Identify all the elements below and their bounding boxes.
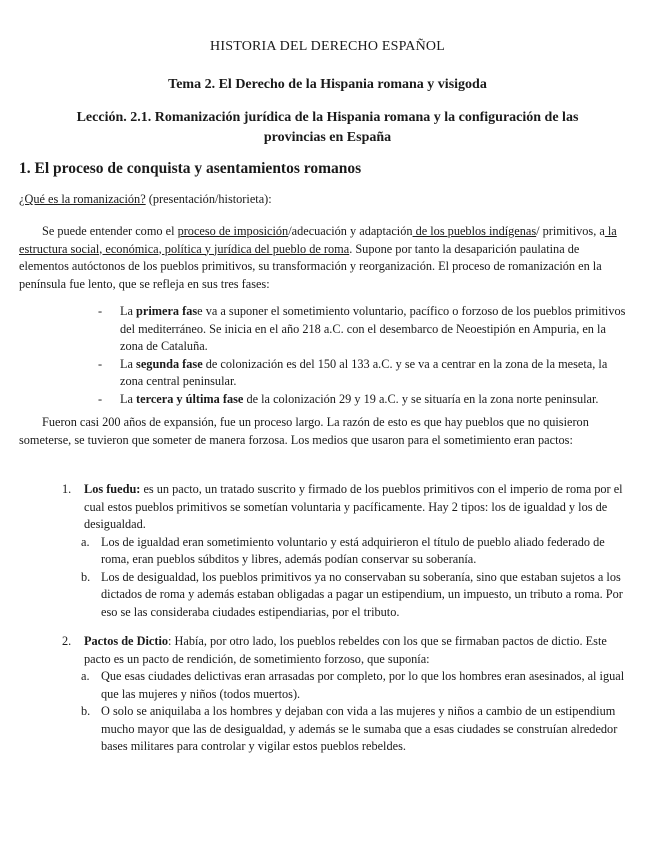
paragraph-romanizacion xyxy=(19,223,631,293)
paragraph-expansion: Fueron casi 200 años de expansión, fue un proceso largo. La razón de esto es que hay pueblos que no quisieron someterse, se tuvieron que someter de manera forzosa. Los medios que usaron para el sometimiento eran pactos: xyxy=(19,415,589,447)
fases-list xyxy=(98,303,628,408)
para1-text-1: Se puede entender como el xyxy=(42,224,178,238)
para1-underline-1: proceso de imposición xyxy=(177,224,289,238)
list-number: 2. xyxy=(62,634,72,648)
list-item: - La segunda fase de colonización es del 150 al 133 a.C. y se va a centrar en la zona de la meseta, la zona central peninsular. xyxy=(98,356,628,391)
list-item: - La tercera y última fase de la colonización 29 y 19 a.C. y se situaría en la zona norte peninsular. xyxy=(98,391,628,409)
section-heading: 1. El proceso de conquista y asentamientos romanos xyxy=(19,160,362,177)
leccion-title: Lección. 2.1. Romanización jurídica de la Hispania romana y la configuración de las provincias en España xyxy=(76,110,579,145)
pacto-title: Los fuedu: xyxy=(84,482,141,496)
pacto-text: : Había, por otro lado, los pueblos rebeldes con los que se firmaban pactos de dictio. Este pacto es un pacto de rendición, de sometimiento forzoso, que suponía: xyxy=(84,634,607,666)
pacto-dictio xyxy=(62,633,632,756)
pacto-text: es un pacto, un tratado suscrito y firmado de los pueblos primitivos con el imperio de roma por el cual estos pueblos primitivos se sometían voluntaria y pacíficamente. Hay 2 tipos: los de igualdad y los de desigualdad. xyxy=(84,482,623,531)
sub-item: b. Los de desigualdad, los pueblos primitivos ya no conservaban su soberanía, sino que estaban sujetos a los dictados de roma y además estaban obligadas a pagar un estipendium, un impuesto, un tributo a roma. Por eso se las consideraba ciudades estipendiarias, por el tributo. xyxy=(81,569,623,619)
tema-title: Tema 2. El Derecho de la Hispania romana y visigoda xyxy=(168,77,487,92)
para1-text-3: / primitivos, a xyxy=(536,224,605,238)
sub-item: a. Que esas ciudades delictivas eran arrasadas por completo, por lo que los hombres eran asesinados, al igual que las mujeres y niños (todos muertos). xyxy=(81,669,625,701)
para1-underline-3: la estructura social, económica, política y jurídica del pueblo de roma xyxy=(19,224,617,256)
para1-text-2: /adecuación y adaptación xyxy=(288,224,413,238)
pacto-fuedu xyxy=(62,481,632,621)
sub-item: a. Los de igualdad eran sometimiento voluntario y está adquirieron el título de pueblo aliado federado de roma, eran pueblos súbditos y libres, además podían conservar su soberanía. xyxy=(81,534,605,566)
list-item: - La primera fase va a suponer el sometimiento voluntario, pacífico o forzoso de los pueblos primitivos del mediterráneo. Se inicia en el año 218 a.C. con el desembarco de Neoestipión en Ampuria, en la zona de Cataluña. xyxy=(98,303,628,356)
para1-underline-2: de los pueblos indígenas xyxy=(412,224,537,238)
question-note: (presentación/historieta): xyxy=(145,192,272,206)
para1-text-4: . Supone por tanto la desaparición paulatina de elementos autóctonos de los pueblos primitivos, su transformación y reorganización. El proceso de romanización en la península fue lento, que se refleja en sus tres fases: xyxy=(19,241,602,291)
course-title: HISTORIA DEL DERECHO ESPAÑOL xyxy=(210,39,445,54)
pacto-title: Pactos de Dictio xyxy=(84,634,169,648)
intro-question xyxy=(19,191,631,209)
sub-item: b. O solo se aniquilaba a los hombres y dejaban con vida a las mujeres y niños a cambio de un estipendium mucho mayor que las de desigualdad, y además se le sumaba que a esas ciudades se construían alrededor bases militares para controlar y vigilar estos pueblos rebeldes. xyxy=(81,704,618,753)
list-number: 1. xyxy=(62,482,72,496)
question-text: ¿Qué es la romanización? xyxy=(19,192,146,206)
